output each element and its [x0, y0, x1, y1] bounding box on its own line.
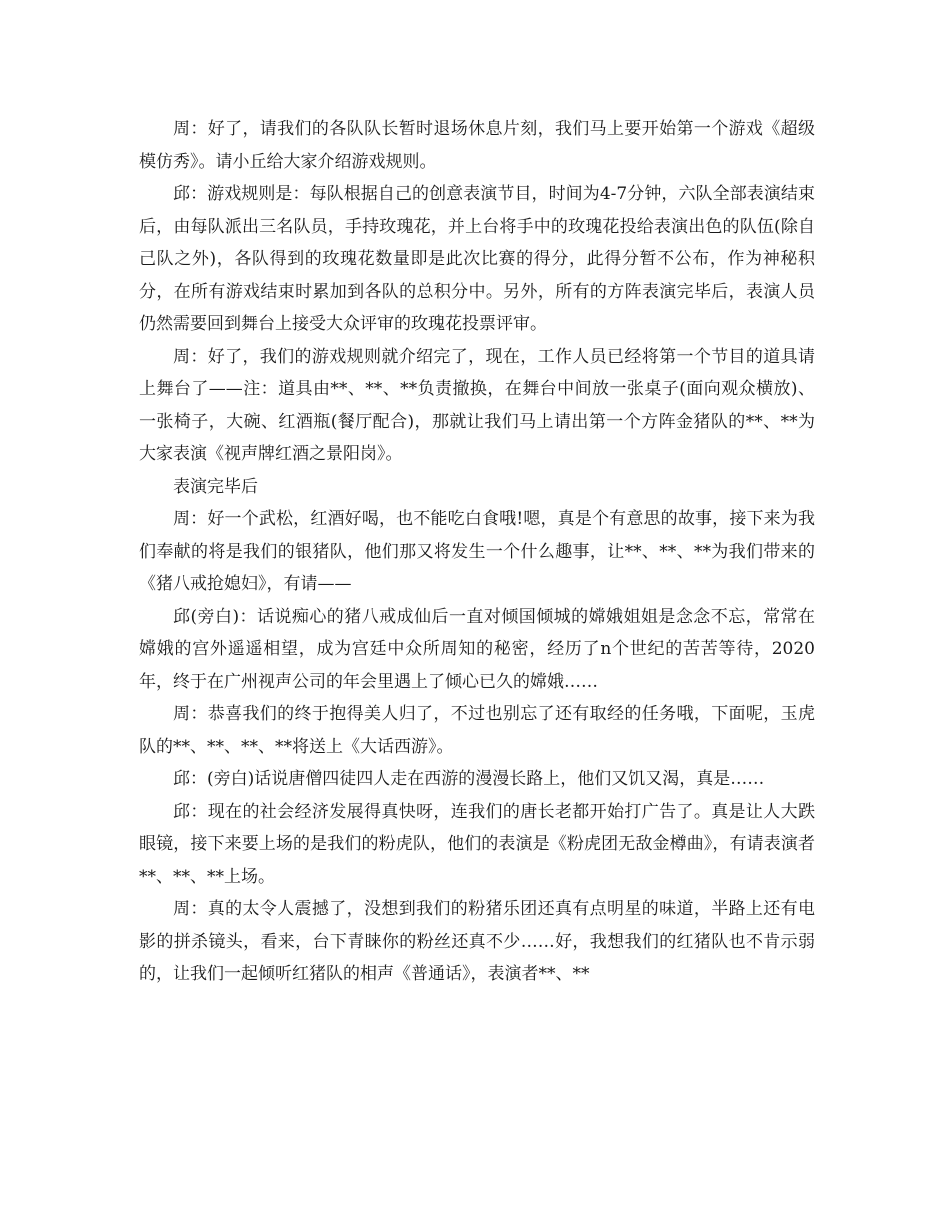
document-body: [139, 113, 815, 991]
paragraph-4: 表演完毕后: [173, 476, 258, 497]
paragraph-10: 周：真的太令人震撼了，没想到我们的粉猪乐团还真有点明星的味道，半路上还有电影的拼杀镜头，看来，台下青睐你的粉丝还真不少……好，我想我们的红猪队也不肯示弱的，让我们一起倾听红猪队的相声《普通话》，表演者**、**: [139, 899, 815, 984]
paragraph-6: 邱(旁白)：话说痴心的猪八戒成仙后一直对倾国倾城的嫦娥姐姐是念念不忘，常常在嫦娥的宫外遥遥相望，成为宫廷中众所周知的秘密，经历了n个世纪的苦苦等待，2020年，终于在广州视声公司的年会里遇上了倾心已久的嫦娥……: [139, 606, 815, 692]
paragraph-1: 周：好了，请我们的各队队长暂时退场休息片刻，我们马上要开始第一个游戏《超级模仿秀》。请小丘给大家介绍游戏规则。: [139, 119, 815, 172]
paragraph-2: 邱：游戏规则是：每队根据自己的创意表演节目，时间为4-7分钟，六队全部表演结束后，由每队派出三名队员，手持玫瑰花，并上台将手中的玫瑰花投给表演出色的队伍(除自己队之外)，各队得到的玫瑰花数量即是此次比赛的得分，此得分暂不公布，作为神秘积分，在所有游戏结束时累加到各队的总积分中。另外，所有的方阵表演完毕后，表演人员仍然需要回到舞台上接受大众评审的玫瑰花投票评审。: [139, 184, 815, 334]
paragraph-3: 周：好了，我们的游戏规则就介绍完了，现在，工作人员已经将第一个节目的道具请上舞台了——注：道具由**、**、**负责撤换，在舞台中间放一张桌子(面向观众横放)、一张椅子，大碗、红酒瓶(餐厅配合)，那就让我们马上请出第一个方阵金猪队的**、**为大家表演《视声牌红酒之景阳岗》。: [139, 346, 815, 464]
paragraph-9: 邱：现在的社会经济发展得真快呀，连我们的唐长老都开始打广告了。真是让人大跌眼镜，接下来要上场的是我们的粉虎队，他们的表演是《粉虎团无敌金樽曲》，有请表演者**、**、**上场。: [139, 801, 815, 887]
paragraph-5: 周：好一个武松，红酒好喝，也不能吃白食哦!嗯，真是个有意思的故事，接下来为我们奉献的将是我们的银猪队，他们那又将发生一个什么趣事，让**、**、**为我们带来的《猪八戒抢媳妇》，有请——: [139, 509, 815, 594]
paragraph-8: 邱：(旁白)话说唐僧四徒四人走在西游的漫漫长路上，他们又饥又渴，真是……: [173, 769, 765, 789]
paragraph-7: 周：恭喜我们的终于抱得美人归了，不过也别忘了还有取经的任务哦，下面呢，玉虎队的**、**、**、**将送上《大话西游》。: [139, 704, 815, 757]
